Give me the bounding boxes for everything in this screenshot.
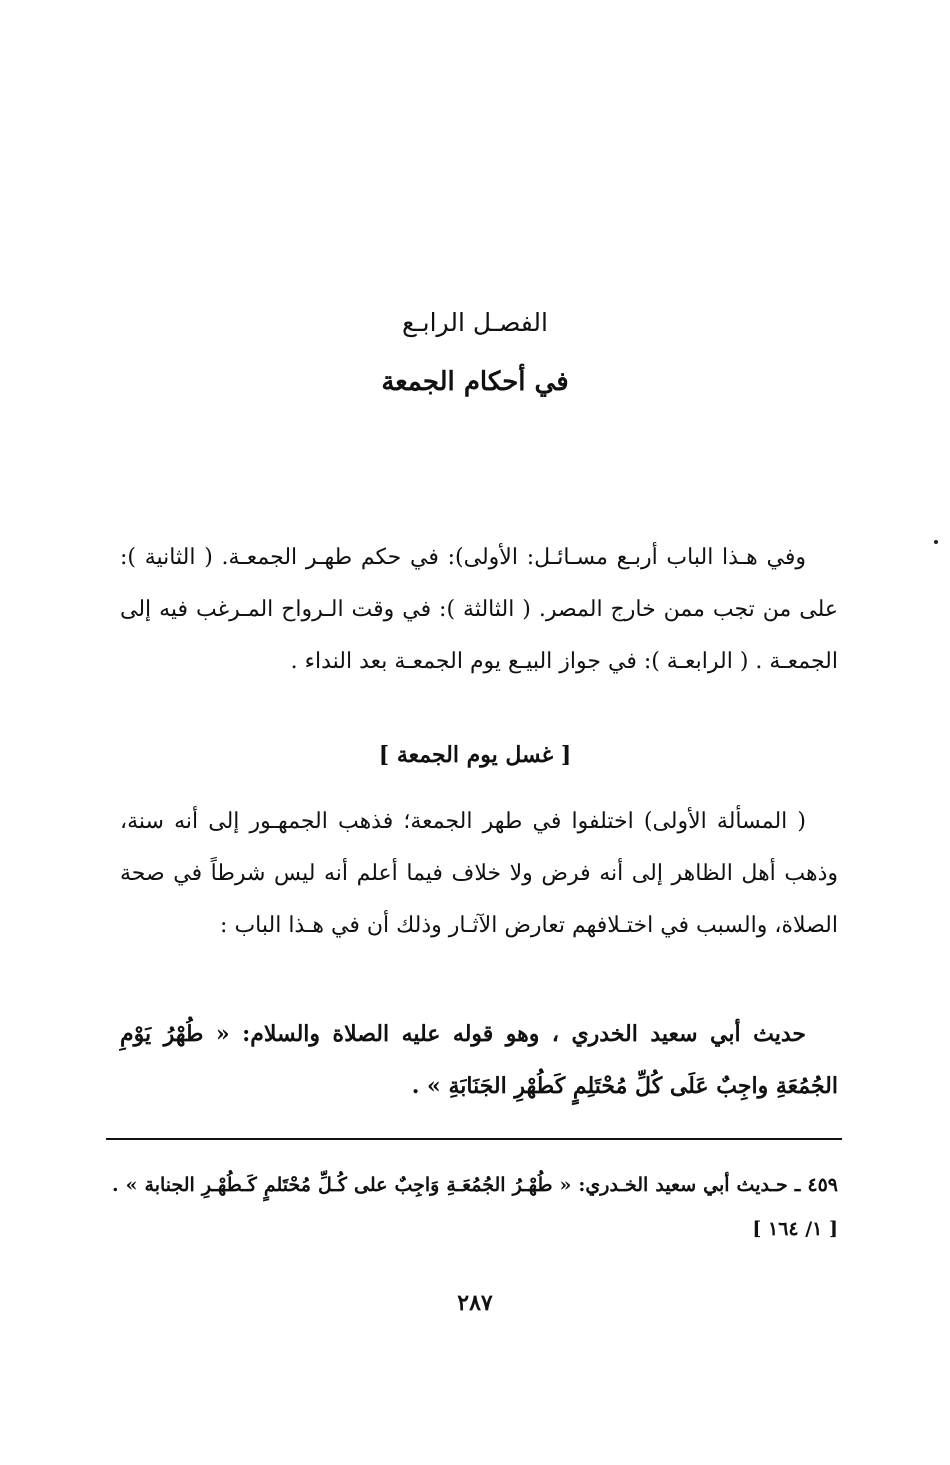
section-heading: [ غسل يوم الجمعة ] xyxy=(378,742,572,768)
issue-text: ( المسألة الأولى) اختلفوا في طهر الجمعة؛ فذهب الجمهـور إلى أنه سنة، وذهب أهل الظاهر إلى أنه فرض ولا خلاف فيما أعلم أنه ليس شرطاً في صحة الصلاة، والسبب في اختـلافهم تعارض الآثـار وذلك أن في هـذا الباب : xyxy=(120,809,838,938)
hadith-text: حديث أبي سعيد الخدري ، وهو قوله عليه الصلاة والسلام: « طُهْرُ يَوْمِ الجُمُعَةِ واجِبٌ عَلَى كُلِّ مُحْتَلِمٍ كَطُهْرِ الجَنَابَةِ » . xyxy=(120,1021,838,1099)
chapter-label: الفصـل الرابـع xyxy=(402,308,548,337)
intro-paragraph xyxy=(120,532,838,688)
hadith-paragraph xyxy=(120,1008,838,1112)
footnote xyxy=(112,1163,838,1251)
issue-paragraph xyxy=(120,796,838,952)
footnote-divider xyxy=(106,1138,842,1140)
scan-speck xyxy=(934,540,938,544)
chapter-title: في أحكام الجمعة xyxy=(381,367,569,397)
footnote-text: ٤٥٩ ـ حـديث أبي سعيد الخـدري: « طُهْـرُ الجُمُعَـةِ وَاجِبٌ على كُـلِّ مُحْتَلمٍ كَـطُهْـرِ الجنابة » . [ ١/ ١٦٤ ] xyxy=(112,1174,838,1240)
page-number: ٢٨٧ xyxy=(457,1290,493,1316)
intro-text: وفي هـذا الباب أربـع مسـائـل: الأولى): في حكم طهـر الجمعـة. ( الثانية ): على من تجب ممن خارج المصر. ( الثالثة ): في وقت الـرواح المـرغب فيه إلى الجمعـة . ( الرابعـة ): في جواز البيـع يوم الجمعـة بعد النداء . xyxy=(120,545,838,674)
